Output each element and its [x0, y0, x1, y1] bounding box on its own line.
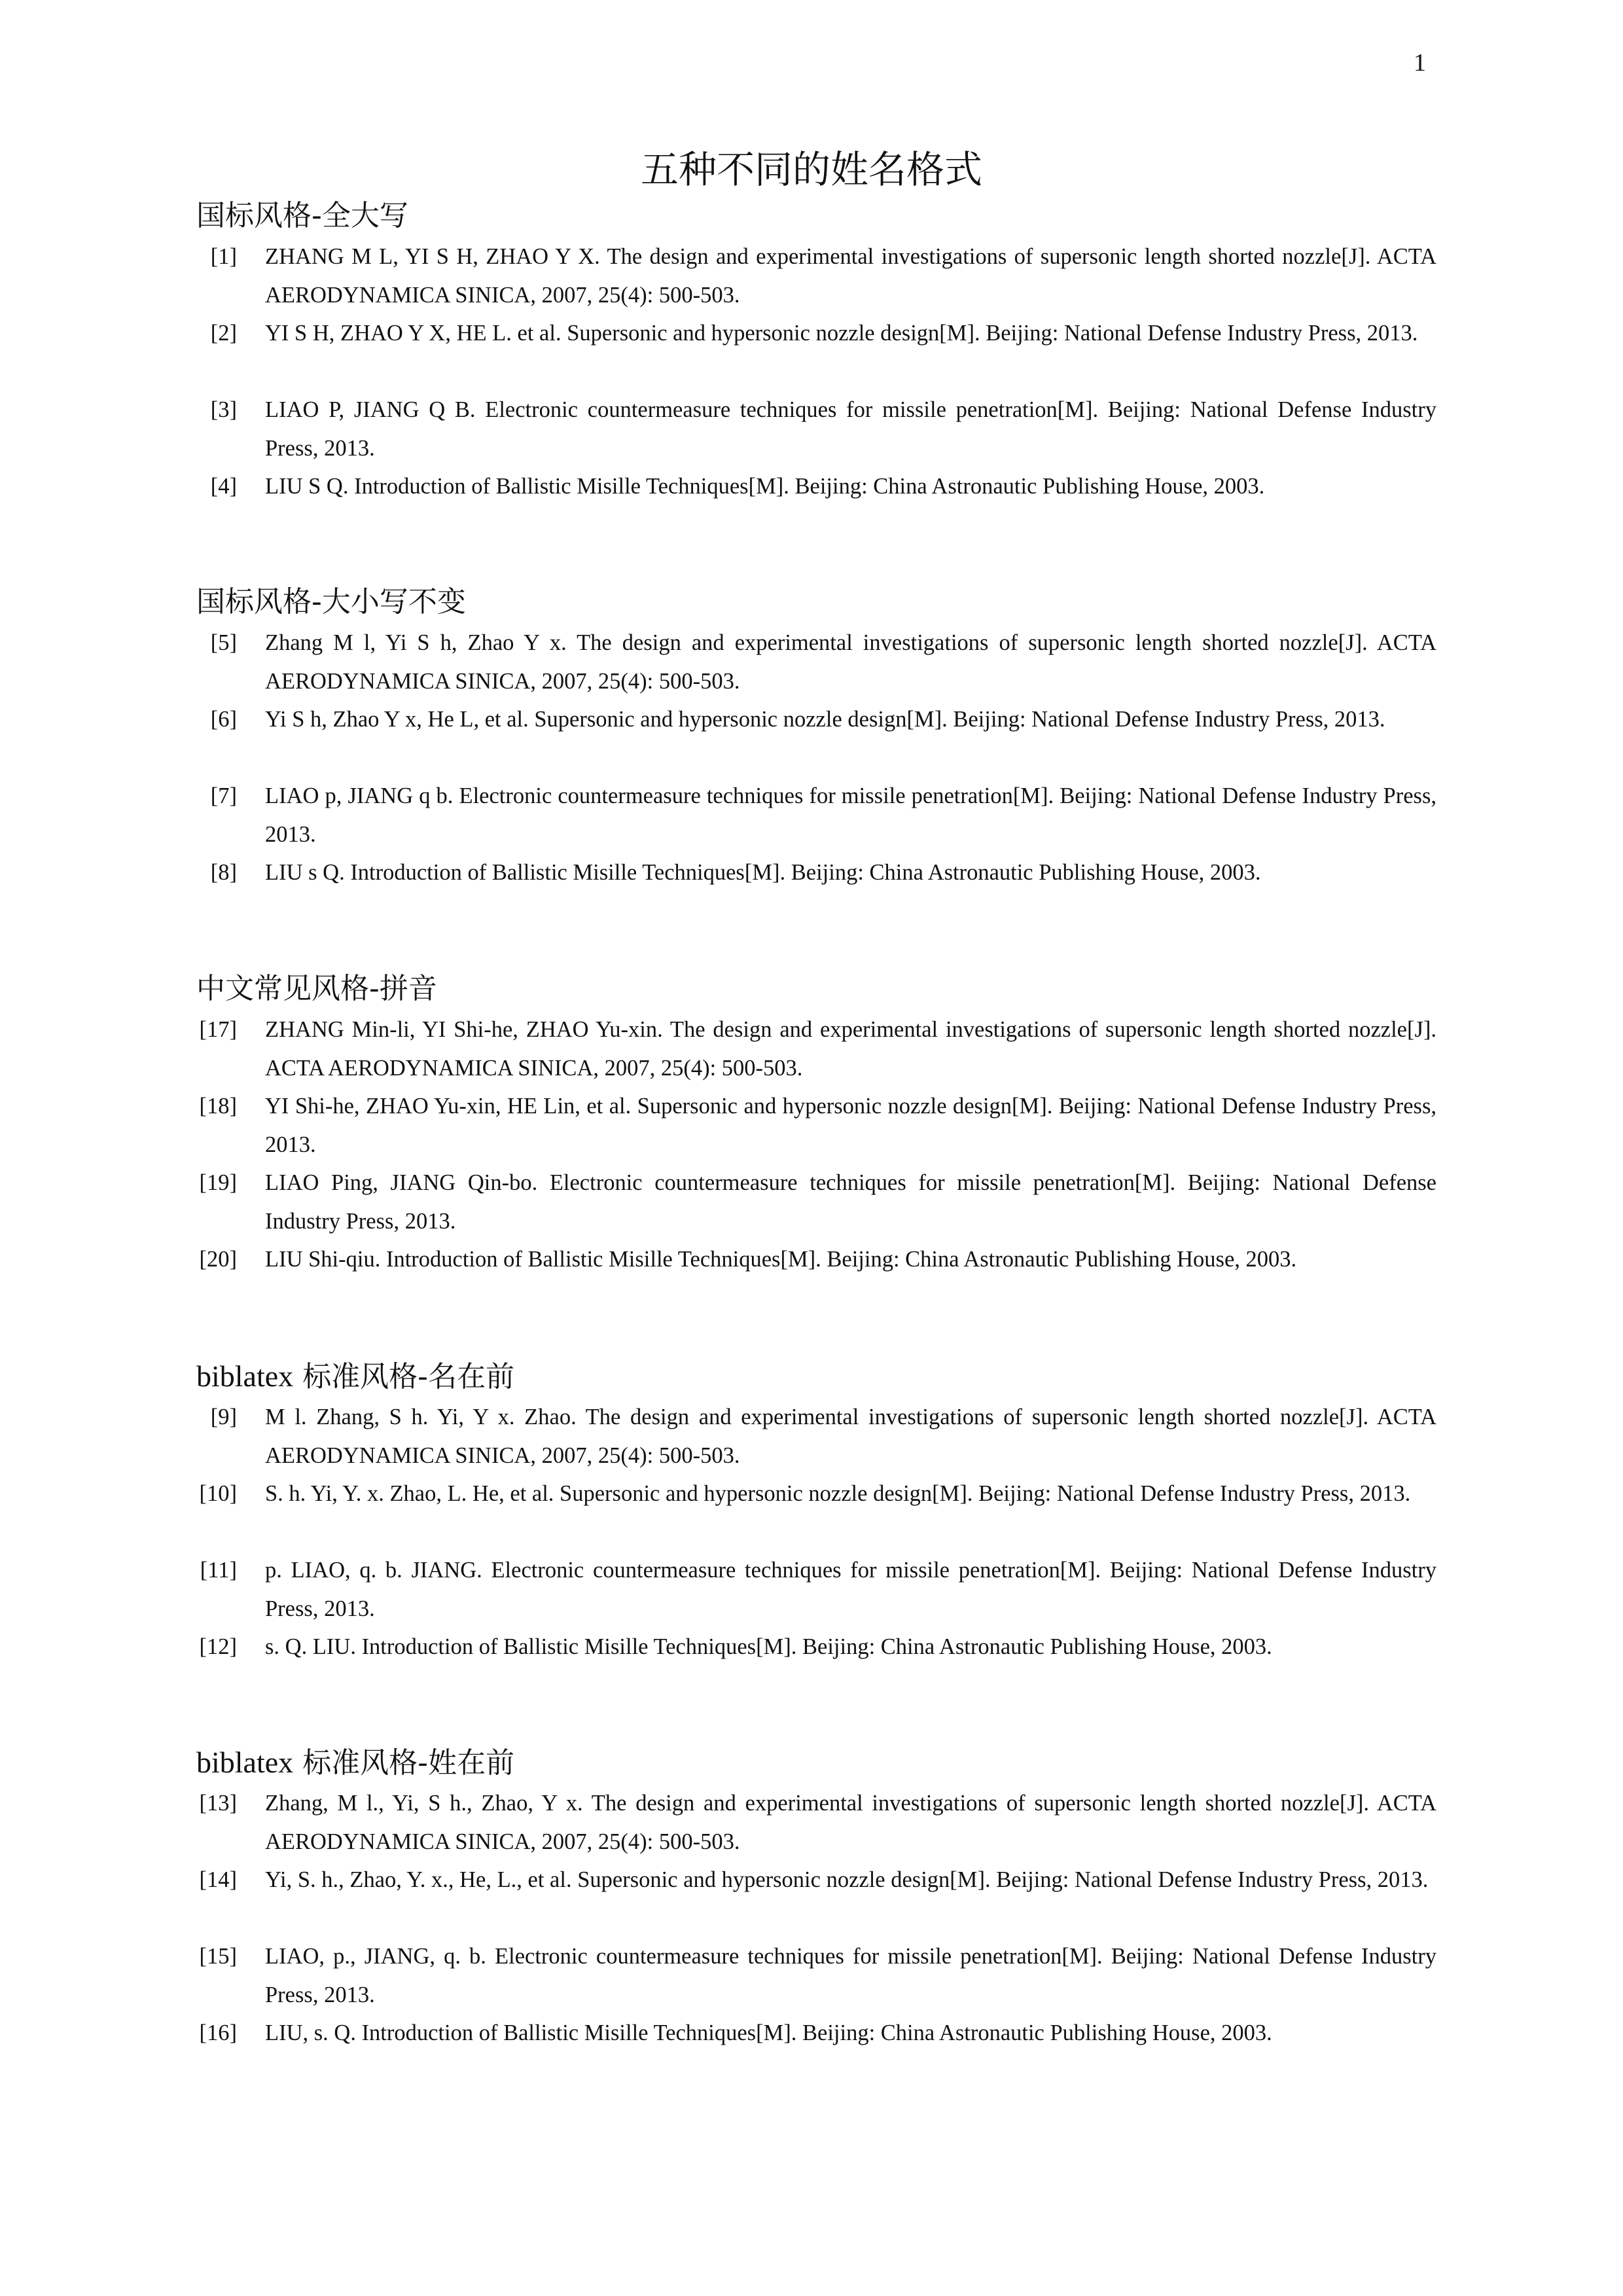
section-heading [196, 1743, 1436, 1782]
reference-text: M l. Zhang, S h. Yi, Y x. Zhao. The design and experimental investigations of supersonic length shorted nozzle[J]. ACTA AERODYNAMICA SINICA, 2007, 25(4): 500-503. [265, 1405, 1436, 1468]
reference-text: LIU, s. Q. Introduction of Ballistic Misille Techniques[M]. Beijing: China Astronautic Publishing House, 2003. [265, 2020, 1272, 2045]
reference-entry [196, 1475, 1436, 1551]
reference-text: Yi, S. h., Zhao, Y. x., He, L., et al. Supersonic and hypersonic nozzle design[M]. Beijing: National Defense Industry Press, 2013. [265, 1867, 1429, 1892]
reference-text: LIU Shi-qiu. Introduction of Ballistic Misille Techniques[M]. Beijing: China Astronautic Publishing House, 2003. [265, 1247, 1297, 1272]
reference-label: [1] [210, 244, 237, 269]
reference-text: LIU S Q. Introduction of Ballistic Misille Techniques[M]. Beijing: China Astronautic Publishing House, 2003. [265, 474, 1265, 499]
bib-section [196, 196, 1436, 544]
reference-entry [196, 1164, 1436, 1240]
bib-section [196, 1357, 1436, 1704]
reference-list [196, 1784, 1436, 2090]
section-heading-text: 国标风格-大小写不变 [196, 585, 466, 619]
reference-label: [19] [199, 1170, 237, 1195]
reference-text: ZHANG M L, YI S H, ZHAO Y X. The design and experimental investigations of supersonic length shorted nozzle[J]. ACTA AERODYNAMICA SINICA, 2007, 25(4): 500-503. [265, 244, 1436, 308]
reference-text: ZHANG Min-li, YI Shi-he, ZHAO Yu-xin. The design and experimental investigations of supersonic length shorted nozzle[J]. ACTA AERODYNAMICA SINICA, 2007, 25(4): 500-503. [265, 1017, 1436, 1081]
reference-entry [196, 1011, 1436, 1087]
reference-label: [2] [210, 321, 237, 346]
reference-text: Zhang, M l., Yi, S h., Zhao, Y x. The design and experimental investigations of supersonic length shorted nozzle[J]. ACTA AERODYNAMICA SINICA, 2007, 25(4): 500-503. [265, 1791, 1436, 1854]
reference-entry [196, 1398, 1436, 1475]
reference-entry [196, 314, 1436, 391]
reference-text: Yi S h, Zhao Y x, He L, et al. Supersonic and hypersonic nozzle design[M]. Beijing: National Defense Industry Press, 2013. [265, 707, 1385, 732]
reference-text: LIAO P, JIANG Q B. Electronic countermeasure techniques for missile penetration[M]. Beijing: National Defense Industry Press, 2013. [265, 397, 1436, 461]
reference-text: Zhang M l, Yi S h, Zhao Y x. The design and experimental investigations of supersonic length shorted nozzle[J]. ACTA AERODYNAMICA SINICA, 2007, 25(4): 500-503. [265, 630, 1436, 694]
bib-section [196, 969, 1436, 1317]
reference-entry [196, 1087, 1436, 1164]
reference-text: YI S H, ZHAO Y X, HE L. et al. Supersonic and hypersonic nozzle design[M]. Beijing: National Defense Industry Press, 2013. [265, 321, 1418, 346]
reference-entry [196, 853, 1436, 930]
bib-section [196, 583, 1436, 930]
reference-label: [17] [199, 1017, 237, 1042]
reference-entry [196, 777, 1436, 853]
reference-label: [10] [199, 1481, 237, 1506]
reference-text: LIAO, p., JIANG, q. b. Electronic countermeasure techniques for missile penetration[M]. Beijing: National Defense Industry Press, 2013. [265, 1944, 1436, 2007]
reference-text: LIU s Q. Introduction of Ballistic Misille Techniques[M]. Beijing: China Astronautic Publishing House, 2003. [265, 860, 1261, 885]
reference-entry [196, 1937, 1436, 2014]
reference-label: [9] [210, 1405, 237, 1429]
section-heading [196, 969, 1436, 1009]
page-title: 五种不同的姓名格式 [640, 147, 982, 192]
reference-entry [196, 1784, 1436, 1861]
reference-label: [7] [210, 783, 237, 808]
reference-entry [196, 1551, 1436, 1628]
reference-list [196, 624, 1436, 930]
reference-label: [16] [199, 2020, 237, 2045]
reference-entry [196, 391, 1436, 467]
reference-label: [15] [199, 1944, 237, 1969]
reference-entry [196, 238, 1436, 314]
section-heading [196, 583, 1436, 622]
reference-label: [18] [199, 1094, 237, 1119]
reference-label: [20] [199, 1247, 237, 1272]
section-heading-prefix: biblatex [196, 1359, 294, 1393]
section-heading-text: 标准风格-名在前 [302, 1360, 515, 1393]
reference-entry [196, 1861, 1436, 1937]
page-number: 1 [1414, 49, 1426, 77]
reference-label: [12] [199, 1634, 237, 1659]
reference-entry [196, 467, 1436, 544]
reference-label: [8] [210, 860, 237, 885]
reference-label: [4] [210, 474, 237, 499]
bib-section [196, 1743, 1436, 2090]
reference-entry [196, 1240, 1436, 1317]
reference-label: [3] [210, 397, 237, 422]
reference-list [196, 1011, 1436, 1317]
reference-entry [196, 624, 1436, 700]
section-heading-text: 国标风格-全大写 [196, 199, 408, 232]
reference-text: S. h. Yi, Y. x. Zhao, L. He, et al. Supersonic and hypersonic nozzle design[M]. Beijing: National Defense Industry Press, 2013. [265, 1481, 1411, 1506]
reference-list [196, 1398, 1436, 1704]
reference-entry [196, 1628, 1436, 1704]
reference-label: [11] [200, 1558, 237, 1583]
section-heading-text: 标准风格-姓在前 [302, 1746, 515, 1780]
reference-label: [13] [199, 1791, 237, 1816]
reference-label: [5] [210, 630, 237, 655]
section-heading-prefix: biblatex [196, 1746, 294, 1779]
section-heading [196, 1357, 1436, 1396]
reference-text: s. Q. LIU. Introduction of Ballistic Misille Techniques[M]. Beijing: China Astronautic Publishing House, 2003. [265, 1634, 1272, 1659]
reference-text: YI Shi-he, ZHAO Yu-xin, HE Lin, et al. Supersonic and hypersonic nozzle design[M]. Beijing: National Defense Industry Press, 2013. [265, 1094, 1436, 1157]
reference-label: [14] [199, 1867, 237, 1892]
reference-label: [6] [210, 707, 237, 732]
reference-text: LIAO p, JIANG q b. Electronic countermeasure techniques for missile penetration[M]. Beijing: National Defense Industry Press, 2013. [265, 783, 1436, 847]
reference-entry [196, 700, 1436, 777]
reference-list [196, 238, 1436, 544]
reference-text: p. LIAO, q. b. JIANG. Electronic countermeasure techniques for missile penetration[M]. Beijing: National Defense Industry Press, 2013. [265, 1558, 1436, 1621]
section-heading-text: 中文常见风格-拼音 [196, 972, 437, 1005]
section-heading [196, 196, 1436, 236]
reference-text: LIAO Ping, JIANG Qin-bo. Electronic countermeasure techniques for missile penetration[M]. Beijing: National Defense Industry Press, 2013. [265, 1170, 1436, 1234]
reference-entry [196, 2014, 1436, 2090]
